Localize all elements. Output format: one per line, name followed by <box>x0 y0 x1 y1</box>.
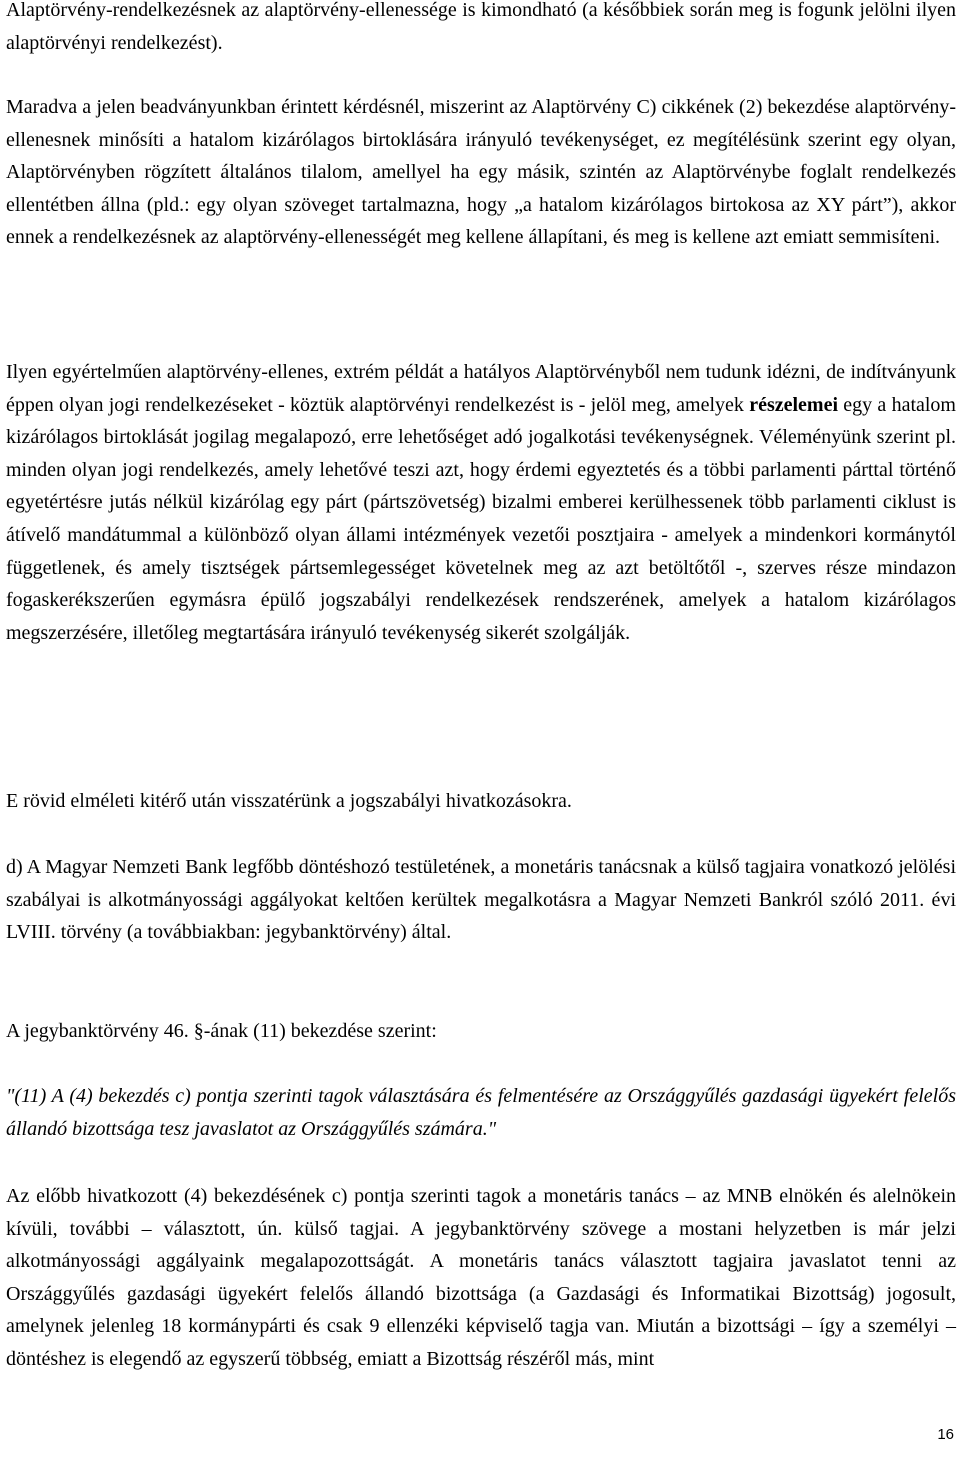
paragraph-3 <box>6 356 956 649</box>
paragraph-2: Maradva a jelen beadványunkban érintett kérdésnél, miszerint az Alaptörvény C) cikkének (2) bekezdése alaptörvény-ellenesnek minősíti a hatalom kizárólagos birtoklására irányuló tevékenységet, ez megítélésünk szerint egy olyan, Alaptörvényben rögzített általános tilalom, amellyel ha egy másik, szintén az Alaptörvénybe foglalt rendelkezés ellentétben állna (pld.: egy olyan szöveget tartalmazna, hogy „a hatalom kizárólagos birtokosa az XY párt”), akkor ennek a rendelkezésnek az alaptörvény-ellenességét meg kellene állapítani, és meg is kellene azt emiatt semmisíteni. <box>6 96 956 249</box>
paragraph-3-end: egy a hatalom kizárólagos birtoklását jogilag megalapozó, erre lehetőséget adó jogalkotási tevékenységnek. Véleményünk szerint pl. minden olyan jogi rendelkezés, amely lehetővé teszi azt, hogy érdemi egyeztetés és a többi parlamenti párttal történő egyetértésre jutás nélkül kizárólag egy párt (pártszövetség) bizalmi emberei kerülhessenek több parlamenti ciklust is átívelő mandátummal a különböző olyan állami intézmények vezetői posztjaira - amelyek a mindenkori kormánytól függetlenek, és amely tisztségek pártsemlegességet követelnek meg az azt betöltőtől -, szerves része mindazon fogaskerékszerűen egymásra épülő jogszabályi rendelkezések rendszerének, amelyek a hatalom kizárólagos megszerzésére, illetőleg megtartására irányuló tevékenység sikerét szolgálják. <box>6 393 956 644</box>
emphasized-word: részelemei <box>749 393 839 416</box>
paragraph-8: Az előbb hivatkozott (4) bekezdésének c) pontja szerinti tagok a monetáris tanács – az MNB elnökén és alelnökein kívüli, további – választott, ún. külső tagjai. A jegybanktörvény szövege a mostani helyzetben is már jelzi alkotmányossági aggályaink megalapozottságát. A monetáris tanács választott tagjaira javaslatot tenni az Országgyűlés gazdasági ügyekért felelős állandó bizottsága (a Gazdasági és Informatikai Bizottság) jogosult, amelynek jelenleg 18 kormánypárti és csak 9 ellenzéki képviselő tagja van. Miután a bizottsági – így a személyi – döntéshez is elegendő az egyszerű többség, emiatt a Bizottság részéről más, mint <box>6 1185 956 1370</box>
paragraph-5: d) A Magyar Nemzeti Bank legfőbb döntéshozó testületének, a monetáris tanácsnak a külső tagjaira vonatkozó jelölési szabályai is alkotmányossági aggályokat keltően kerültek megalkotásra a Magyar Nemzeti Bankról szóló 2011. évi LVIII. törvény (a továbbiakban: jegybanktörvény) által. <box>6 856 956 944</box>
paragraph-3-start: Ilyen egyértelműen alaptörvény-ellenes, extrém példát a hatályos Alaptörvényből nem tudunk idézni, de indítványunk éppen olyan jogi rendelkezéseket - köztük alaptörvényi rendelkezést is - jelöl meg, amelyek <box>6 361 956 416</box>
page-number: 16 <box>937 1426 954 1443</box>
quoted-law-text: "(11) A (4) bekezdés c) pontja szerinti tagok választására és felmentésére az Országgyűlés gazdasági ügyekért felelős állandó bizottsága tesz javaslatot az Országgyűlés számára." <box>6 1085 956 1140</box>
paragraph-4: E rövid elméleti kitérő után visszatérünk a jogszabályi hivatkozásokra. <box>6 790 572 812</box>
paragraph-1: Alaptörvény-rendelkezésnek az alaptörvény-ellenessége is kimondható (a későbbiek során meg is fogunk jelölni ilyen alaptörvényi rendelkezést). <box>6 0 956 54</box>
paragraph-6: A jegybanktörvény 46. §-ának (11) bekezdése szerint: <box>6 1020 437 1042</box>
